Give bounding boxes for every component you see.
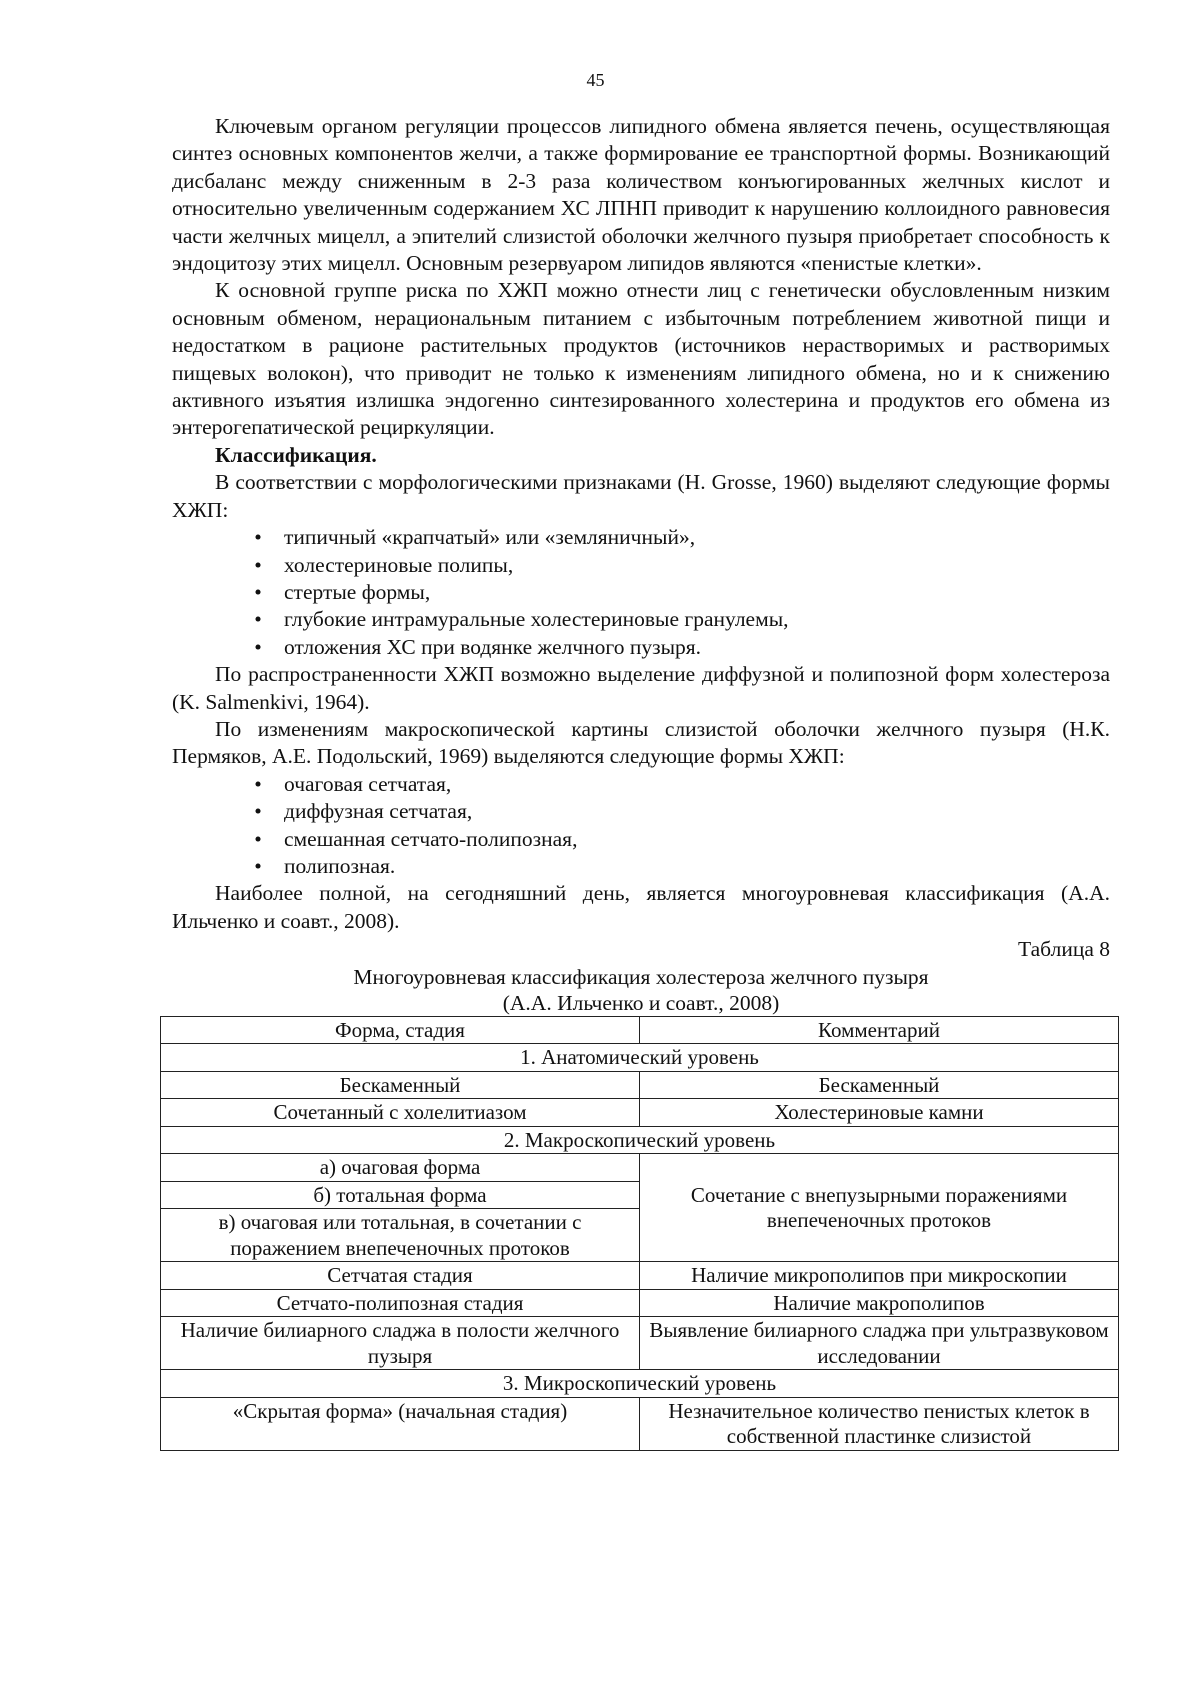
table-row: [161, 1154, 1119, 1182]
table-caption: Таблица 8: [1018, 937, 1110, 962]
section-heading: Классификация.: [215, 442, 377, 467]
table-row: [161, 1317, 1119, 1370]
table-row: [161, 1071, 1119, 1099]
table-row: [161, 1397, 1119, 1450]
list-item: • отложения ХС при водянке желчного пузыря.: [248, 634, 1110, 661]
table-cell-merged: Сочетание с внепузырными поражениями внепеченочных протоков: [640, 1154, 1119, 1262]
bullet-icon: •: [254, 525, 262, 550]
table-header-row: [161, 1016, 1119, 1044]
table-cell: Выявление билиарного сладжа при ультразвуковом исследовании: [640, 1317, 1119, 1370]
table-row: [161, 1289, 1119, 1317]
table-cell: «Скрытая форма» (начальная стадия): [161, 1397, 640, 1450]
level-heading: 3. Микроскопический уровень: [161, 1370, 1119, 1398]
table-header-cell: Комментарий: [640, 1016, 1119, 1044]
list-item: • смешанная сетчато-полипозная,: [248, 826, 1110, 853]
table-title-line: (А.А. Ильченко и соавт., 2008): [502, 990, 780, 1015]
table-cell: Наличие микрополипов при микроскопии: [640, 1262, 1119, 1290]
page-number: 45: [586, 70, 605, 90]
list-item: • очаговая сетчатая,: [248, 771, 1110, 798]
paragraph-risk-group: К основной группе риска по ХЖП можно отнести лиц с генетически обусловленным низким основным обменом, нерациональным питанием с избыточным потреблением животной пищи и недостатком в рационе растительных продуктов (источников нерастворимых и растворимых пищевых волокон), что приводит не только к изменениям липидного обмена, но и к снижению активного изъятия излишка эндогенно синтезированного холестерина и продуктов его обмена из энтерогепатической рециркуляции.: [172, 278, 1110, 440]
list-item: • стертые формы,: [248, 579, 1110, 606]
table-cell: в) очаговая или тотальная, в сочетании с поражением внепеченочных протоков: [161, 1209, 640, 1262]
table-level-row: [161, 1370, 1119, 1398]
table-row: [161, 1099, 1119, 1127]
bullet-icon: •: [254, 607, 262, 632]
table-cell: Наличие билиарного сладжа в полости желчного пузыря: [161, 1317, 640, 1370]
table-level-row: [161, 1126, 1119, 1154]
macroscopic-forms-list: [172, 771, 1110, 881]
table-row: [161, 1262, 1119, 1290]
classification-table: [160, 1016, 1119, 1451]
bullet-icon: •: [254, 826, 262, 851]
table-title-line: Многоуровневая классификация холестероза желчного пузыря: [353, 964, 929, 989]
list-item: • типичный «крапчатый» или «земляничный»,: [248, 524, 1110, 551]
table-cell: Холестериновые камни: [640, 1099, 1119, 1127]
table-title: [172, 964, 1110, 1016]
list-item: • диффузная сетчатая,: [248, 798, 1110, 825]
table-header-cell: Форма, стадия: [161, 1016, 640, 1044]
table-cell: б) тотальная форма: [161, 1181, 640, 1209]
bullet-icon: •: [254, 579, 262, 604]
morphology-forms-list: [172, 524, 1110, 661]
table-cell: Бескаменный: [640, 1071, 1119, 1099]
paragraph-morphology-intro: В соответствии с морфологическими признаками (H. Grosse, 1960) выделяют следующие формы ХЖП:: [172, 470, 1110, 522]
list-item: • полипозная.: [248, 853, 1110, 880]
paragraph-macroscopic-intro: По изменениям макроскопической картины слизистой оболочки желчного пузыря (Н.К. Пермяков, А.Е. Подольский, 1969) выделяются следующие формы ХЖП:: [172, 716, 1110, 769]
table-cell: Незначительное количество пенистых клеток в собственной пластинке слизистой: [640, 1397, 1119, 1450]
paragraph-spread: По распространенности ХЖП возможно выделение диффузной и полипозной форм холестероза (K. Salmenkivi, 1964).: [172, 662, 1110, 714]
table-cell: Сетчато-полипозная стадия: [161, 1289, 640, 1317]
table-level-row: [161, 1044, 1119, 1072]
page-content: [172, 113, 1110, 1451]
bullet-icon: •: [254, 634, 262, 659]
bullet-icon: •: [254, 853, 262, 878]
list-item: • глубокие интрамуральные холестериновые гранулемы,: [248, 606, 1110, 633]
table-cell: а) очаговая форма: [161, 1154, 640, 1182]
table-cell: Сочетанный с холелитиазом: [161, 1099, 640, 1127]
bullet-icon: •: [254, 799, 262, 824]
bullet-icon: •: [254, 552, 262, 577]
table-cell: Бескаменный: [161, 1071, 640, 1099]
paragraph-liver: Ключевым органом регуляции процессов липидного обмена является печень, осуществляющая синтез основных компонентов желчи, а также формирование ее транспортной формы. Возникающий дисбаланс между сниженным в 2-3 раза количеством конъюгированных желчных кислот и относительно увеличенным содержанием ХС ЛПНП приводит к нарушению коллоидного равновесия части желчных мицелл, а эпителий слизистой оболочки желчного пузыря приобретает способность к эндоцитозу этих мицелл. Основным резервуаром липидов являются «пенистые клетки».: [172, 114, 1110, 276]
list-item: • холестериновые полипы,: [248, 552, 1110, 579]
paragraph-multilevel: Наиболее полной, на сегодняшний день, является многоуровневая классификация (А.А. Ильченко и соавт., 2008).: [172, 881, 1110, 933]
level-heading: 1. Анатомический уровень: [161, 1044, 1119, 1072]
bullet-icon: •: [254, 771, 262, 796]
table-cell: Сетчатая стадия: [161, 1262, 640, 1290]
level-heading: 2. Макроскопический уровень: [161, 1126, 1119, 1154]
table-cell: Наличие макрополипов: [640, 1289, 1119, 1317]
